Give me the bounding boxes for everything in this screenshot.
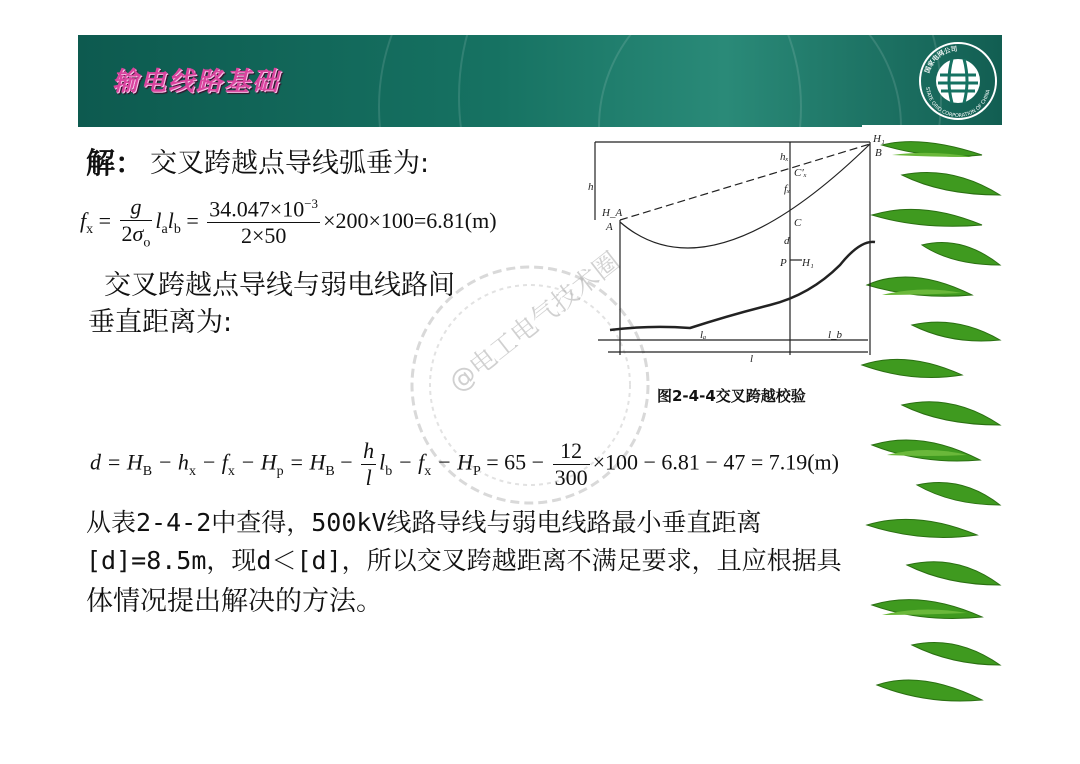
svg-text:STATE GRID CORPORATION OF CHIN: STATE GRID CORPORATION OF CHINA [924, 86, 992, 120]
svg-text:A: A [606, 221, 613, 233]
distance-formula: $d = H_B - h_x - f_x - H_p = H_B$ − $\frac{h}{l}$ $l_b - f_x - H_P = 65$ − $\frac{12}{300}$ ×100 − 6.81 − 47 = 7.19(m) [90, 438, 839, 490]
solution-intro: 交叉跨越点导线弧垂为: [150, 148, 430, 179]
svg-text:C′ₓ: C′ₓ [794, 167, 807, 179]
svg-text:h: h [588, 181, 594, 193]
svg-text:hₓ: hₓ [780, 151, 789, 163]
text-line-3: 垂直距离为: [88, 307, 233, 338]
text-line-5: [d]=8.5m，现d＜[d]，所以交叉跨越距离不满足要求，且应根据具 [86, 546, 842, 575]
svg-text:H_A: H_A [602, 207, 623, 219]
svg-text:H₁: H₁ [873, 133, 885, 145]
text-line-4: 从表2-4-2中查得，500kV线路导线与弱电线路最小垂直距离 [86, 508, 762, 537]
watermark-text: @电工电气技术圈 [443, 246, 627, 399]
svg-text:l_b: l_b [828, 329, 843, 341]
header-banner [78, 35, 1002, 127]
figure-caption: 图2-4-4交叉跨越校验 [657, 387, 806, 405]
text-line-2: 交叉跨越点导线与弱电线路间 [104, 270, 455, 301]
svg-text:lₐ: lₐ [700, 329, 707, 341]
text-line-6: 体情况提出解决的方法。 [86, 586, 383, 617]
solution-label: 解： [86, 146, 145, 180]
svg-text:P: P [780, 257, 787, 269]
state-grid-logo-icon [918, 41, 998, 121]
svg-text:H₁: H₁ [802, 257, 814, 269]
svg-text:l: l [750, 353, 754, 365]
crossing-diagram [590, 130, 890, 370]
svg-text:国家电网公司: 国家电网公司 [923, 44, 958, 75]
sag-formula: $f_x$ = $\frac{g}{2\sigma_o}$ $l_al_b$ = $\frac{34.047\times 10^{-3}}{2\times 50}$ ×200×100=6.81(m) [80, 194, 497, 251]
svg-text:C: C [794, 217, 802, 229]
svg-text:fₓ: fₓ [784, 183, 791, 195]
svg-text:B: B [875, 147, 882, 159]
svg-text:d: d [784, 235, 790, 247]
header-title: 输电线路基础 [112, 67, 281, 97]
